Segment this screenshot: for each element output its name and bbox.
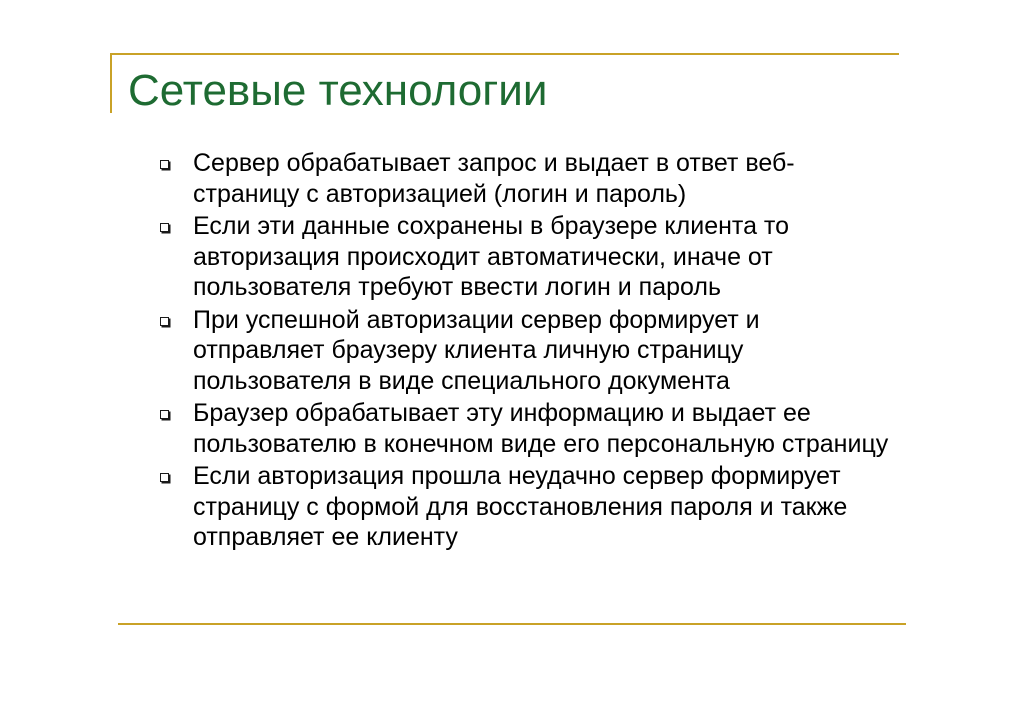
hollow-square-bullet-icon [160,317,169,326]
bullet-item [160,461,890,553]
top-divider [110,53,899,55]
bullet-text: Если авторизация прошла неудачно сервер формирует страницу с формой для восстановления пароля и также отправляет ее клиенту [193,462,848,551]
hollow-square-bullet-icon [160,223,169,232]
bullet-text: Браузер обрабатывает эту информацию и выдает ее пользователю в конечном виде его персональную страницу [193,399,889,458]
bullet-text: Если эти данные сохранены в браузере клиента то авторизация происходит автоматически, иначе от пользователя требуют ввести логин и пароль [193,212,790,301]
bullet-item [160,211,890,303]
bullet-text: Сервер обрабатывает запрос и выдает в ответ веб-страницу с авторизацией (логин и пароль) [193,149,795,208]
bottom-divider [118,623,906,625]
slide-title: Сетевые технологии [128,66,548,115]
bullet-text: При успешной авторизации сервер формирует и отправляет браузеру клиента личную страницу пользователя в виде специального документа [193,305,760,395]
left-divider [110,53,112,113]
bullet-item [160,305,890,397]
bullet-item [160,148,890,209]
bullet-list [160,148,890,555]
hollow-square-bullet-icon [160,160,169,169]
hollow-square-bullet-icon [160,473,169,482]
hollow-square-bullet-icon [160,410,169,419]
bullet-item [160,398,890,459]
